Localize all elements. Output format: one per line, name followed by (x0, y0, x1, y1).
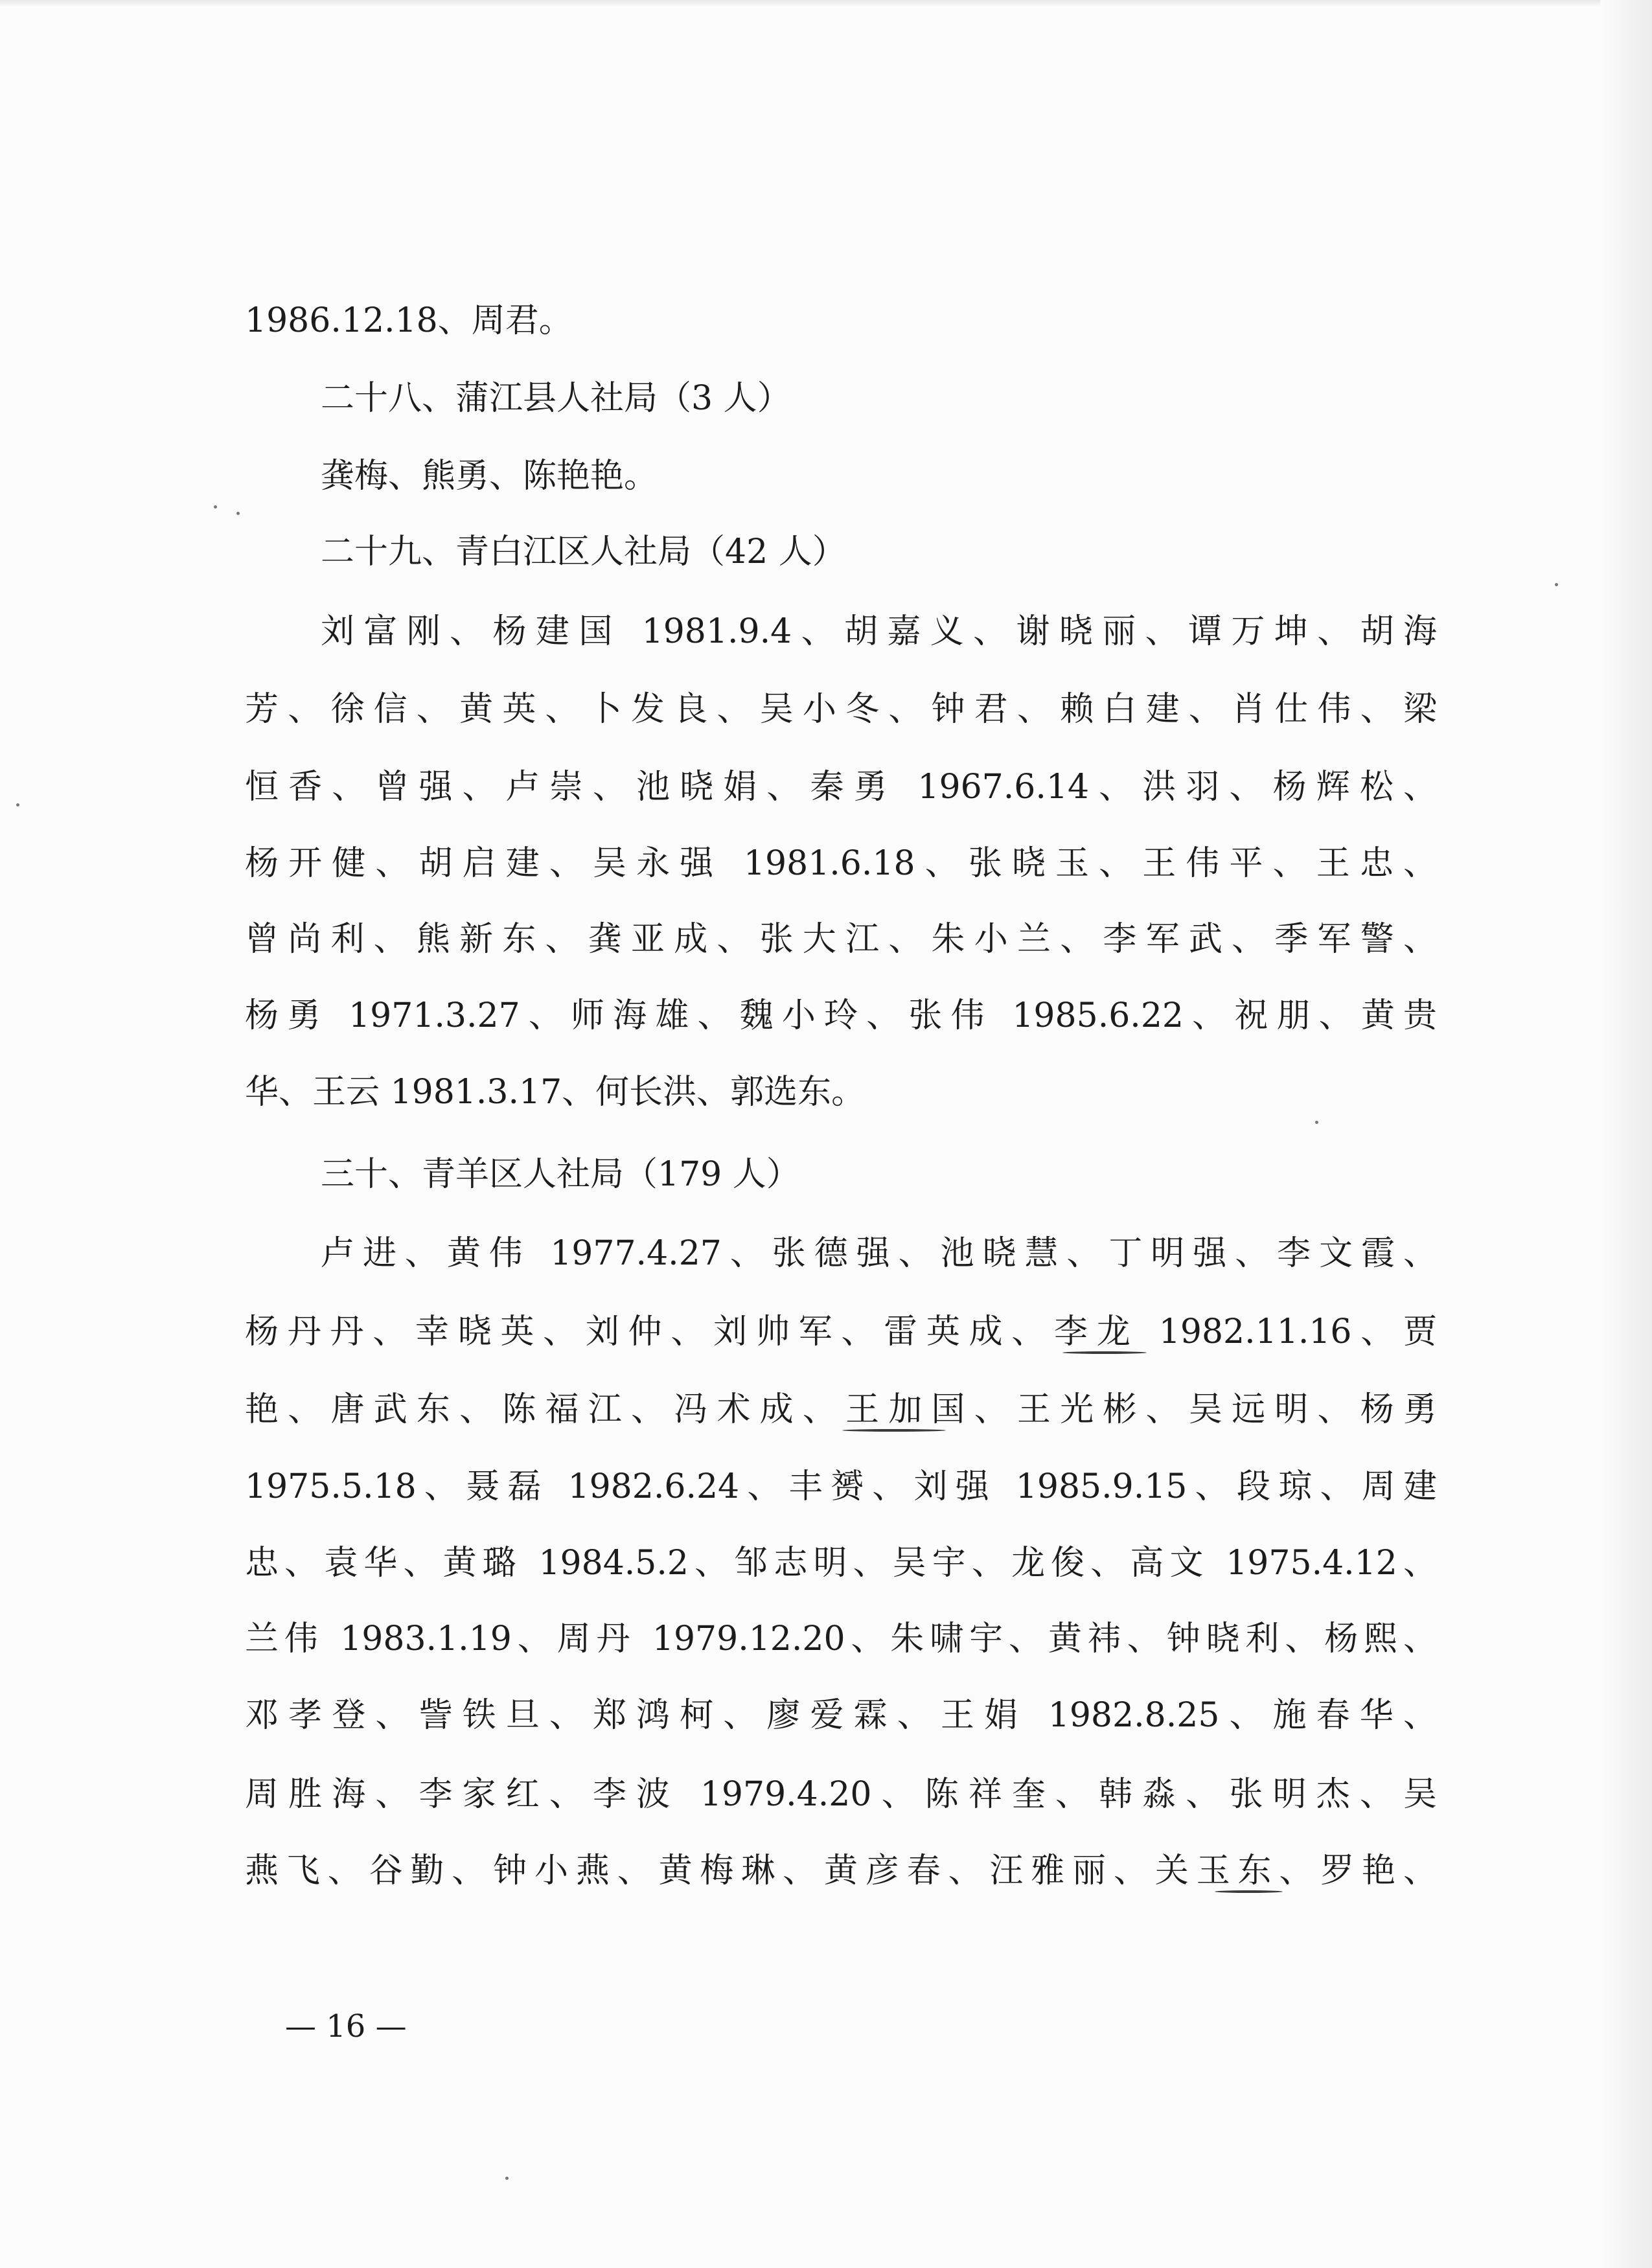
pen-underline-mark (1215, 1890, 1283, 1893)
scan-speck (236, 512, 240, 515)
text-line-qingbaijiang-7: 华、王云 1981.3.17、何长洪、郭选东。 (245, 1073, 866, 1112)
text-line-qingyang-8: 周胜海、李家红、李波 1979.4.20、陈祥奎、韩淼、张明杰、吴 (245, 1775, 1437, 1814)
text-line-qingbaijiang-2: 芳、徐信、黄英、卜发良、吴小冬、钟君、赖白建、肖仕伟、梁 (245, 690, 1437, 729)
scan-speck (214, 505, 217, 509)
scan-edge-right (1600, 0, 1652, 2268)
text-line-qingbaijiang-1: 刘富刚、杨建国 1981.9.4、胡嘉义、谢晓丽、谭万坤、胡海 (321, 612, 1437, 651)
text-line-1986-zhoujun: 1986.12.18、周君。 (245, 301, 573, 340)
page-number: — 16 — (285, 2008, 407, 2045)
section-heading-28-pujiang: 二十八、蒲江县人社局（3 人） (321, 379, 791, 418)
text-line-qingbaijiang-4: 杨开健、胡启建、吴永强 1981.6.18、张晓玉、王伟平、王忠、 (245, 844, 1437, 883)
scan-speck (16, 803, 19, 807)
scan-speck (505, 2177, 509, 2180)
section-heading-29-qingbaijiang: 二十九、青白江区人社局（42 人） (321, 533, 846, 571)
scan-speck (1555, 583, 1558, 586)
text-line-pujiang-names: 龚梅、熊勇、陈艳艳。 (321, 457, 658, 496)
text-line-qingyang-1: 卢进、黄伟 1977.4.27、张德强、池晓慧、丁明强、李文霞、 (321, 1234, 1437, 1273)
text-line-qingbaijiang-6: 杨勇 1971.3.27、师海雄、魏小玲、张伟 1985.6.22、祝朋、黄贵 (245, 996, 1437, 1035)
text-line-qingyang-3: 艳、唐武东、陈福江、冯术成、王加国、王光彬、吴远明、杨勇 (245, 1390, 1437, 1429)
text-line-qingbaijiang-5: 曾尚利、熊新东、龚亚成、张大江、朱小兰、李军武、季军警、 (245, 920, 1437, 959)
scan-speck (1315, 1121, 1318, 1124)
text-line-qingyang-6: 兰伟 1983.1.19、周丹 1979.12.20、朱啸宇、黄祎、钟晓利、杨熙、 (245, 1620, 1437, 1658)
text-line-qingyang-5: 忠、袁华、黄璐 1984.5.2、邹志明、吴宇、龙俊、高文 1975.4.12、 (245, 1544, 1437, 1583)
text-line-qingyang-9: 燕飞、谷勤、钟小燕、黄梅琳、黄彦春、汪雅丽、关玉东、罗艳、 (245, 1851, 1437, 1890)
scan-edge-top (0, 0, 1652, 6)
pen-underline-mark (842, 1429, 946, 1432)
text-line-qingyang-7: 邓孝登、訾铁旦、郑鸿柯、廖爱霖、王娟 1982.8.25、施春华、 (245, 1696, 1437, 1735)
text-line-qingyang-2: 杨丹丹、幸晓英、刘仲、刘帅军、雷英成、李龙 1982.11.16、贾 (245, 1312, 1437, 1351)
section-heading-30-qingyang: 三十、青羊区人社局（179 人） (321, 1155, 800, 1194)
pen-underline-mark (1062, 1351, 1147, 1354)
text-line-qingbaijiang-3: 恒香、曾强、卢崇、池晓娟、秦勇 1967.6.14、洪羽、杨辉松、 (245, 768, 1437, 807)
text-line-qingyang-4: 1975.5.18、聂磊 1982.6.24、丰赟、刘强 1985.9.15、段琼、周建 (245, 1467, 1437, 1506)
